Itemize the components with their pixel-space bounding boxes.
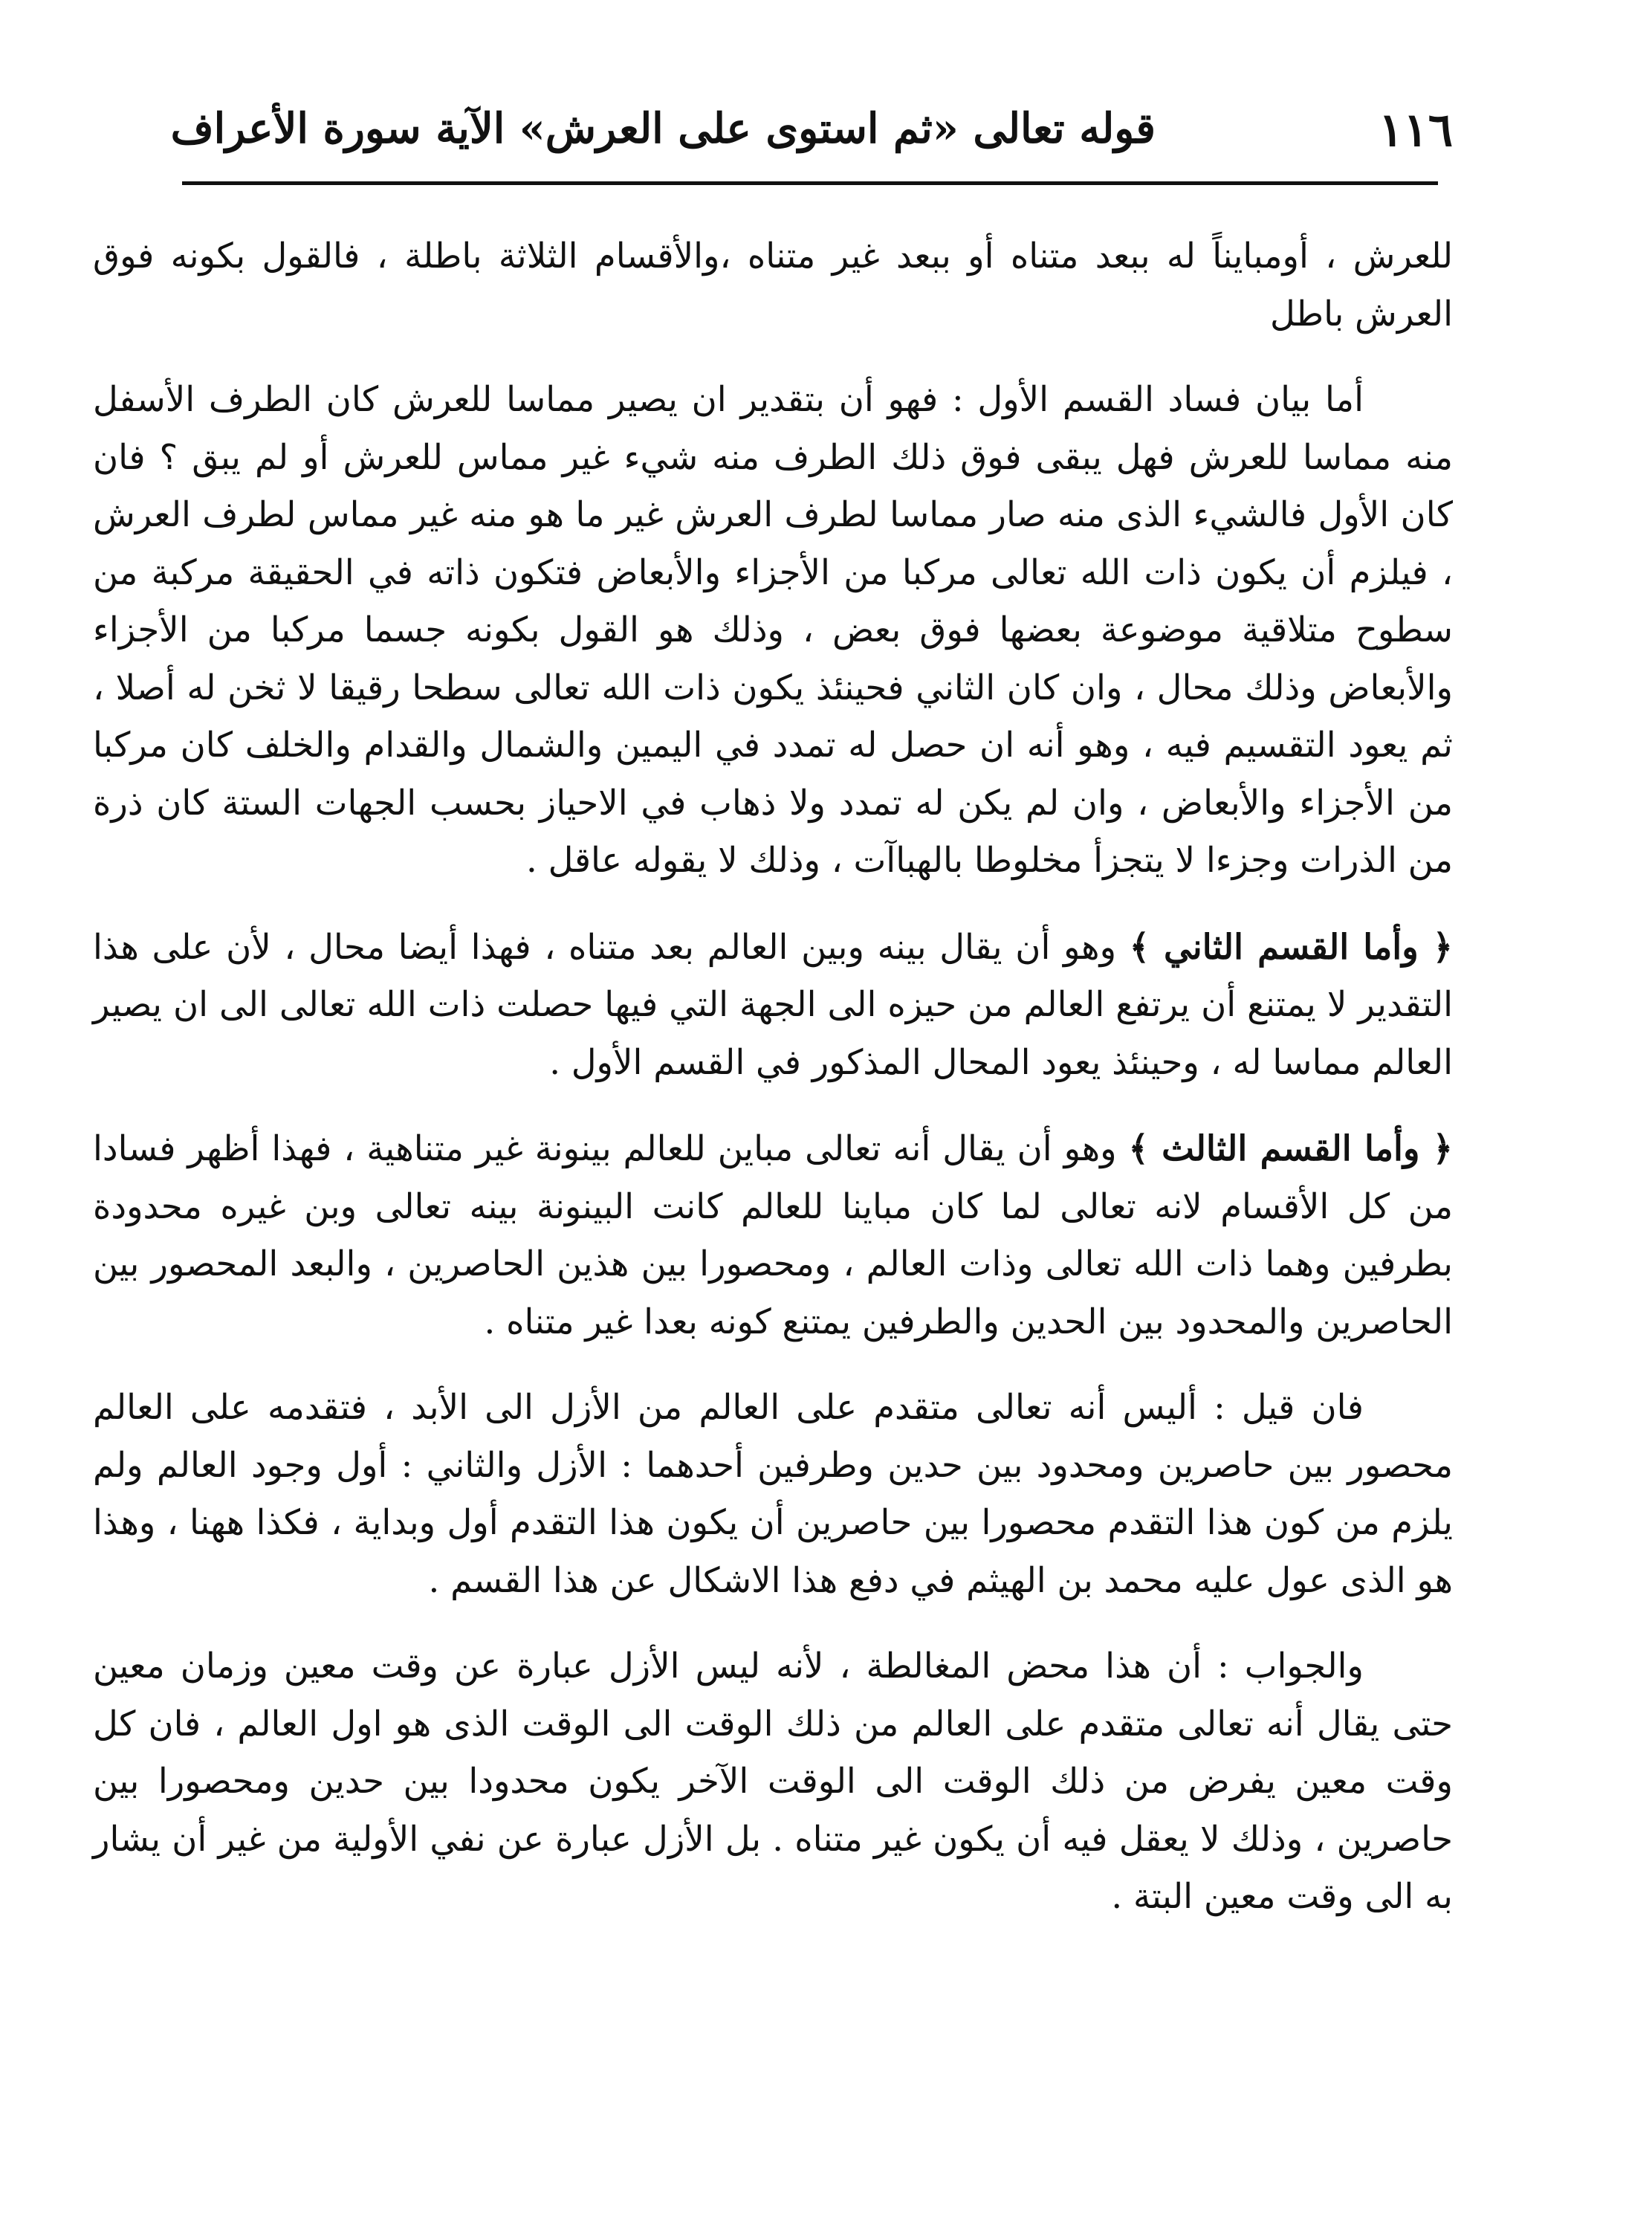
paragraph-third-section bbox=[93, 1119, 1453, 1351]
paragraph-text: وهو أن يقال بينه وبين العالم بعد متناه ، فهذا أيضا محال ، لأن على هذا التقدير لا يمتنع أن يرتفع العالم من حيزه الى الجهة التي فيها حصلت ذات الله تعالى الى ان يصير العالم مماسا له ، وحينئذ يعود المحال المذكور في القسم الأول . bbox=[93, 926, 1453, 1082]
section-heading: ﴿ وأما القسم الثالث ﴾ bbox=[1128, 1128, 1453, 1168]
paragraph-answer bbox=[93, 1637, 1453, 1926]
paragraph-continuation bbox=[93, 227, 1453, 343]
paragraph-text: فان قيل : أليس أنه تعالى متقدم على العالم من الأزل الى الأبد ، فتقدمه على العالم محصور بين حاصرين ومحدود بين حدين وطرفين أحدهما : الأزل والثاني : أول وجود العالم ولم يلزم من كون هذا التقدم محصورا بين حاصرين أن يكون هذا التقدم أول وبداية ، فكذا ههنا ، وهذا هو الذى عول عليه محمد بن الهيثم في دفع هذا الاشكال عن هذا القسم . bbox=[93, 1387, 1453, 1600]
paragraph-text: والجواب : أن هذا محض المغالطة ، لأنه ليس الأزل عبارة عن وقت معين وزمان معين حتى يقال أنه تعالى متقدم على العالم من ذلك الوقت الى الوقت الذى هو اول العالم ، فان كل وقت معين يفرض من ذلك الوقت الى الوقت الآخر يكون محدودا بين حدين ومحصورا بين حاصرين ، وذلك لا يعقل فيه أن يكون غير متناه . بل الأزل عبارة عن نفي الأولية من غير أن يشار به الى وقت معين البتة . bbox=[93, 1646, 1453, 1916]
paragraph-objection bbox=[93, 1379, 1453, 1609]
paragraph-first-section bbox=[93, 371, 1453, 890]
section-heading: ﴿ وأما القسم الثاني ﴾ bbox=[1129, 925, 1453, 967]
paragraph-text: وهو أن يقال أنه تعالى مباين للعالم بينونة غير متناهية ، فهذا أظهر فسادا من كل الأقسام لانه تعالى لما كان مباينا للعالم كانت البينونة بينه تعالى وبن غيره محدودة بطرفين وهما ذات الله تعالى وذات العالم ، ومحصورا بين هذين الحاصرين ، والبعد المحصور بين الحاصرين والمحدود بين الحدين والطرفين يمتنع كونه بعدا غير متناه . bbox=[93, 1128, 1453, 1342]
page-number: ١١٦ bbox=[1379, 103, 1453, 157]
paragraph-text: أما بيان فساد القسم الأول : فهو أن بتقدير ان يصير مماسا للعرش كان الطرف الأسفل منه مماسا للعرش فهل يبقى فوق ذلك الطرف منه شيء غير مماس للعرش أو لم يبق ؟ فان كان الأول فالشيء الذى منه صار مماسا لطرف العرش غير ما هو منه غير مماس لطرف العرش ، فيلزم أن يكون ذات الله تعالى مركبا من الأجزاء والأبعاض فتكون ذاته في الحقيقة مركبة من سطوح متلاقية موضوعة بعضها فوق بعض ، وذلك هو القول بكونه جسما مركبا من الأجزاء والأبعاض وذلك محال ، وان كان الثاني فحينئذ يكون ذات الله تعالى سطحا رقيقا لا ثخن له أصلا ، ثم يعود التقسيم فيه ، وهو أنه ان حصل له تمدد في اليمين والشمال والقدام والخلف كان مركبا من الأجزاء والأبعاض ، وان لم يكن له تمدد ولا ذهاب في الاحياز بحسب الجهات الستة كان ذرة من الذرات وجزءا لا يتجزأ مخلوطا بالهباآت ، وذلك لا يقوله عاقل . bbox=[93, 379, 1453, 880]
running-title: قوله تعالى «ثم استوى على العرش» الآية سورة الأعراف bbox=[170, 104, 1156, 153]
page-body bbox=[93, 227, 1453, 1954]
page-header bbox=[97, 88, 1453, 177]
header-divider bbox=[182, 181, 1438, 185]
paragraph-text: للعرش ، أومبايناً له ببعد متناه أو ببعد غير متناه ،والأقسام الثلاثة باطلة ، فالقول بكونه فوق العرش باطل bbox=[93, 236, 1453, 334]
paragraph-second-section bbox=[93, 918, 1453, 1092]
